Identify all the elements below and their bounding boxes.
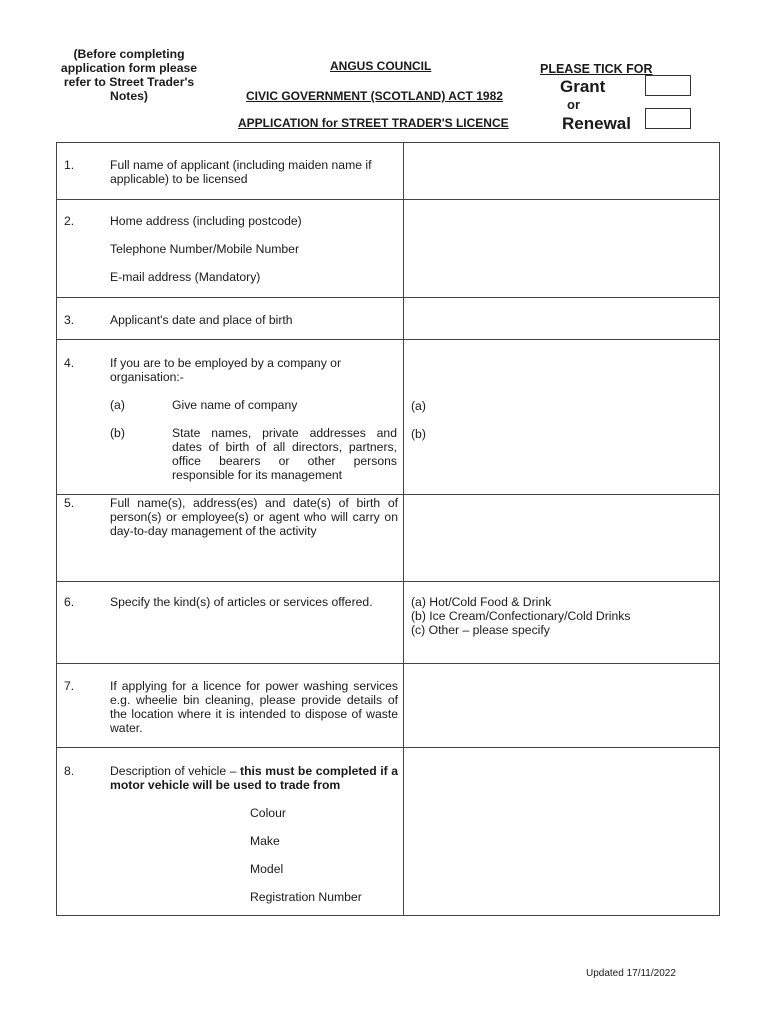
row-number: 1. [64,158,75,172]
row-number: 3. [64,313,75,327]
question-vehicle-description [110,764,398,792]
answer-full-name[interactable] [404,143,719,199]
row-number: 8. [64,764,75,778]
answer-label-a: (a) [411,399,426,413]
row-number: 6. [64,595,75,609]
vehicle-colour-label: Colour [250,806,286,820]
question-telephone: Telephone Number/Mobile Number [110,242,300,256]
row-number: 7. [64,679,75,693]
answer-vehicle-description[interactable] [404,748,719,915]
question-date-place-of-birth: Applicant's date and place of birth [110,313,293,327]
question-company-name: Give name of company [172,398,298,412]
question-company: If you are to be employed by a company or organisation:- [110,356,342,384]
row-number: 4. [64,356,75,370]
option-hot-cold-food: (a) Hot/Cold Food & Drink [411,595,552,609]
question-day-to-day-manager: Full name(s), address(es) and date(s) of birth of person(s) or employee(s) or agent who will carry on day-to-day management of the activity [110,496,398,538]
question-full-name: Full name of applicant (including maiden name if applicable) to be licensed [110,158,372,186]
act-title: CIVIC GOVERNMENT (SCOTLAND) ACT 1982 [246,89,503,103]
question-directors: State names, private addresses and dates of birth of all directors, partners, office bearers or other persons responsible for its management [172,426,397,482]
renewal-label: Renewal [562,114,631,133]
row-number: 2. [64,214,75,228]
vehicle-make-label: Make [250,834,280,848]
renewal-checkbox[interactable] [645,108,691,129]
council-name: ANGUS COUNCIL [330,59,432,73]
option-ice-cream: (b) Ice Cream/Confectionary/Cold Drinks [411,609,631,623]
vehicle-description-text: Description of vehicle – [110,764,241,778]
application-form-table [56,142,720,916]
grant-checkbox[interactable] [645,75,691,96]
question-email: E-mail address (Mandatory) [110,270,261,284]
row-number: 5. [64,496,75,510]
answer-company[interactable] [404,340,719,494]
sub-label-b: (b) [110,426,125,440]
answer-power-washing[interactable] [404,664,719,747]
option-other: (c) Other – please specify [411,623,550,637]
vehicle-model-label: Model [250,862,284,876]
sub-label-a: (a) [110,398,125,412]
answer-date-place-of-birth[interactable] [404,298,719,339]
answer-day-to-day-manager[interactable] [404,495,719,581]
answer-contact-details[interactable] [404,200,719,297]
question-home-address: Home address (including postcode) [110,214,302,228]
vehicle-registration-label: Registration Number [250,890,362,904]
vehicle-description-note: this must be completed if a motor vehicle will be used to trade from [110,764,398,792]
question-power-washing: If applying for a licence for power washing services e.g. wheelie bin cleaning, please provide details of the location where it is intended to dispose of waste water. [110,679,398,735]
grant-label: Grant [560,77,606,96]
instructions-note: (Before completing application form please refer to Street Trader's Notes) [60,47,198,103]
answer-label-b: (b) [411,427,426,441]
updated-date: Updated 17/11/2022 [586,968,676,979]
application-title: APPLICATION for STREET TRADER'S LICENCE [238,116,509,130]
row-divider [57,581,719,582]
tick-instruction: PLEASE TICK FOR [540,62,653,76]
or-label: or [567,97,580,112]
question-articles-services: Specify the kind(s) of articles or services offered. [110,595,373,609]
